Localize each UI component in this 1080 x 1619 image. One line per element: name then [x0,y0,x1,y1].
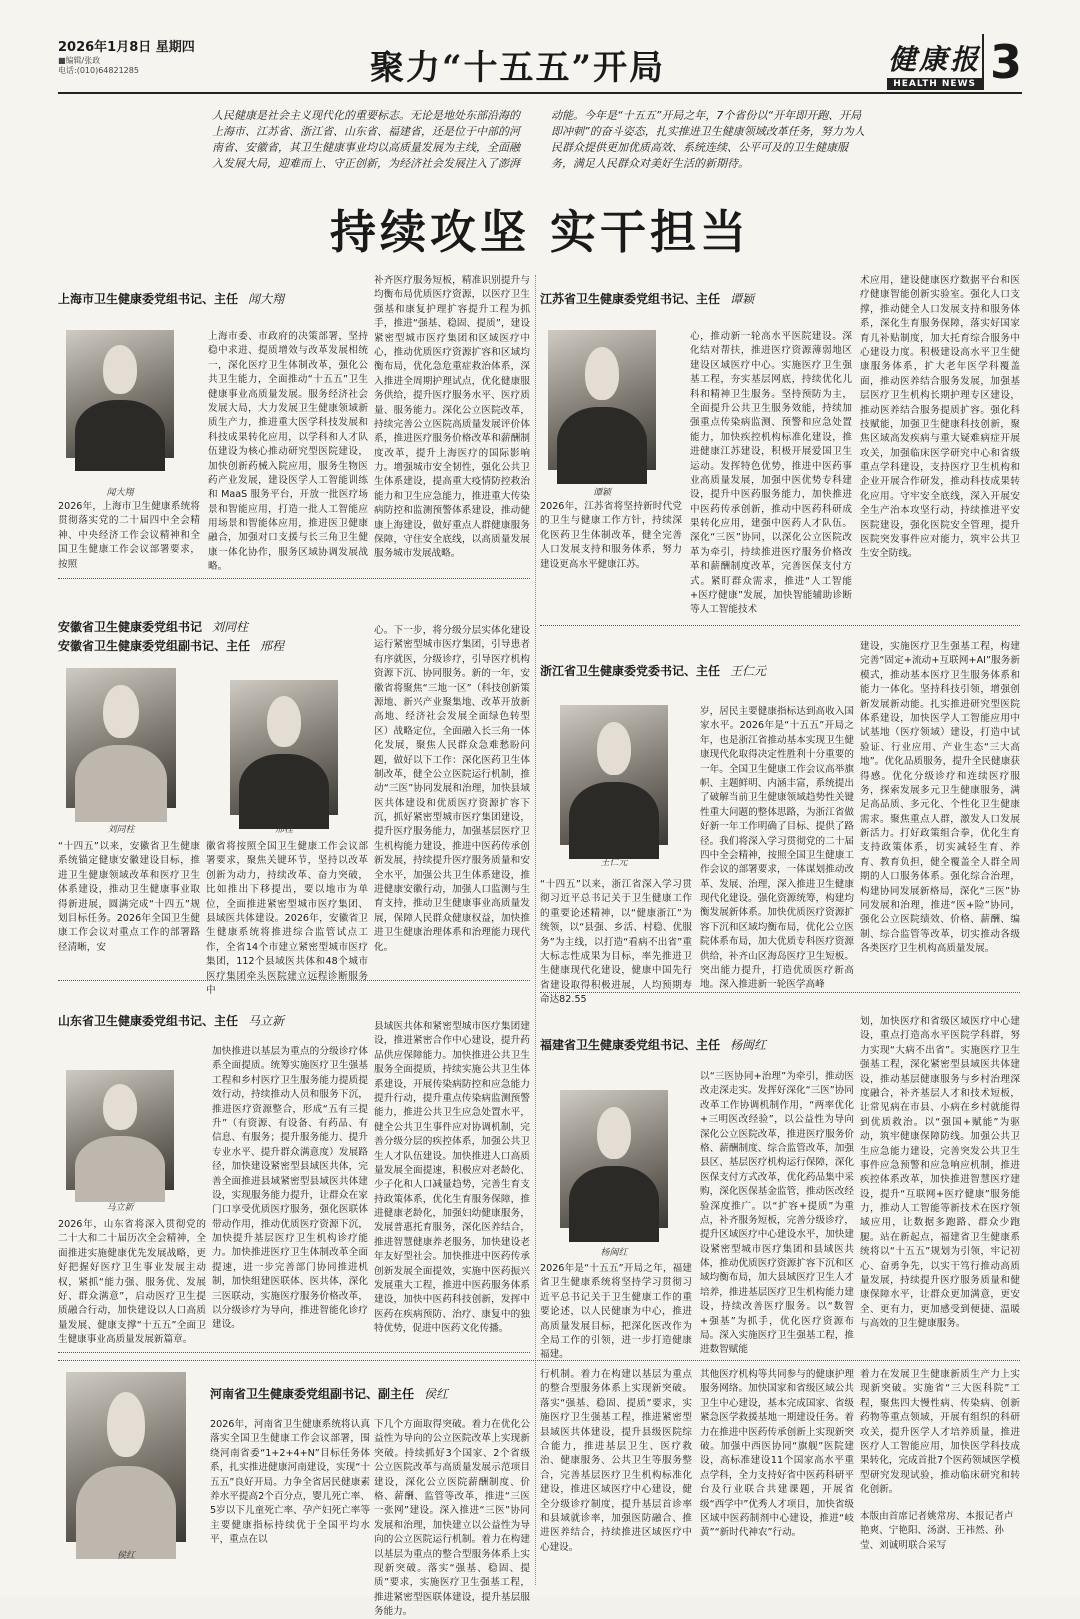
article-column: 下几个方面取得突破。着力在优化公益性为导向的公立医院改革上实现新突破。持续抓好3个国家、2个省级公立医院改革与高质量发展示范项目建设，深化公立医院薪酬制度、价格、薪酬、监管等改革，推进“三医一张网”建设。深入推进“三医”协同发展和治理，加快建立以公益性为导向的公立医院运行机制。着力在构建以基层为重点的整合型服务体系上实现新突破。落实“强基、稳固、提质”要求，实施医疗卫生强基工程，推进紧密型医联体建设，提升基层服务能力。 [374,1419,530,1618]
section-fujian [540,1036,860,1055]
column-divider [535,275,536,1585]
article-column: 心，推动新一轮高水平医院建设。深化结对帮扶，推进医疗资源薄弱地区建设区域医疗中心。实施医疗卫生强基工程，夯实基层网底，持续优化儿科和精神卫生服务。坚持预防为主，全面提升公共卫生服务效能，持续加强重点传染病监测、预警和应急处置能力，加快疾控机构标准化建设，推进健康江苏建设，积极开展爱国卫生运动。发挥特色优势，推进中医药事业高质量发展，加强中医优势专科建设，提升中医药服务能力，加快推进中医药传承创新，推动中医药科研成果转化应用，建强中医药人才队伍。深化“三医”协同，以深化公立医院改革为牵引，持续推进医疗服务价格改革和薪酬制度改革，完善医保支付方式。紧盯群众需求，推进“人工智能+医疗健康”发展，加快智能辅助诊断等人工智能技术 [690,331,852,616]
section-divider [58,1360,1020,1361]
portrait-photo [66,668,176,808]
logo-en: HEALTH NEWS [887,78,982,90]
section-title [58,1012,378,1031]
section-henan [210,1385,530,1404]
official-title: 山东省卫生健康委党组书记、主任 [58,1014,239,1028]
masthead [58,34,1022,94]
article-column: 划，加快医疗和省级区域医疗中心建设，重点打造高水平医院学科群，努力实现“大病不出省”。实施医疗卫生强基工程，深化紧密型县域医共体建设，推动基层健康服务与乡村治理深度融合，补齐基层人才和技术短板，让常见病在市县、小病在乡村就能得到优质救治。以“强国+赋能”为驱动，筑牢健康保障防线。加强公共卫生应急能力建设，完善突发公共卫生事件应急预警和应急响应机制，推进疾控体系改革，加快推进智慧医疗建设，提升“互联网+医疗健康”服务能力，推动人工智能等新技术在医疗领域应用，让数据多跑路、群众少跑腿。站在新起点，福建省卫生健康系统将以“十五五”规划为引领，牢记初心、奋勇争先，以实干笃行推动高质量发展，持续提升医疗服务质量和健康保障水平，让群众更加满意，更安全、更有力，更加感受到便捷、温暖与高效的卫生健康服务。 [860,1016,1020,1330]
portrait-photo [66,330,174,458]
photo-caption-name: 杨闽红 [600,1248,628,1258]
photo-caption-name: 谭颖 [592,488,611,498]
article-column: 心。下一步，将分级分层实体化建设运行紧密型城市医疗集团，引导患者有序就医，分级诊疗，引导医疗机构资源下沉、协同服务。新的一年，安徽省将聚焦“三地一区”（科技创新策源地、新兴产业聚集地、改革开放新高地、经济社会发展全面绿色转型区）战略定位，全面融入长三角一体化发展，聚焦人民群众急难愁盼问题，做好以下工作：深化医药卫生体制改革，健全公立医院运行机制，推动“三医”协同发展和治理，加快县域医共体建设和优质医疗资源扩容下沉，抓好紧密型城市医疗集团建设，提升医疗服务能力，加强基层医疗卫生机构能力建设，推进中医药传承创新发展，持续提升医疗服务质量和安全水平，加强公共卫生体系建设，推进健康安徽行动，加强人口监测与生育支持，推动卫生健康事业高质量发展，保障人民群众健康权益，加快推进卫生健康治理体系和治理能力现代化。 [374,625,530,953]
article-column: 补齐医疗服务短板，精准识别提升与均衡布局优质医疗资源，以医疗卫生强基和康复护理扩容提升工程为抓手，推进“强基、稳固、提质”，建设紧密型城市医疗集团和区域医疗中心，推动优质医疗资源扩容和区域均衡布局，优化急危重症救治体系，深入推进全周期护理试点，优化健康服务供给，提升医疗服务水平、医疗质量、服务能力。深化公立医院改革，持续完善公立医院高质量发展评价体系，推进医疗服务价格改革和薪酬制度改革，提升上海医疗的国际影响力。增强城市安全韧性，强化公共卫生体系建设，提高重大疫情防控救治能力和卫生应急能力，推进重大传染病防控和监测预警体系建设，推动健康上海建设，做好重点人群健康服务保障，守住安全底线，以高质量发展服务城市发展战略。 [374,275,530,560]
logo-cn: 健康报 [888,43,982,76]
issue-info [58,40,195,76]
photo-caption-name: 马立新 [106,1203,134,1213]
section-lead: 2026年，上海市卫生健康系统将贯彻落实党的二十届四中全会精神、中央经济工作会议精神和全国卫生健康工作会议部署要求，按照 [58,501,200,570]
portrait-photo [66,1070,174,1190]
portrait-photo [230,680,338,815]
official-title: 河南省卫生健康委党组副书记、副主任 [210,1387,415,1401]
intro-paragraph: 人民健康是社会主义现代化的重要标志。无论是地处东部沿海的上海市、江苏省、浙江省、山东省、福建省，还是位于中部的河南省、安徽省，其卫生健康事业均以高质量发展为主线，全面融入发展大局，迎难而上、守正创新，为经济社会发展注入了澎湃动能。今年是“十五五”开局之年，7个省份以“开年即开跑、开局即冲刺”的奋斗姿态，扎实推进卫生健康领域改革任务，努力为人民群众提供更加优质高效、系统连续、公平可及的卫生健康服务，满足人民群众对美好生活的新期待。 [212,109,865,170]
section-shandong [58,1012,378,1031]
article-column: 以“三医协同+治理”为牵引，推动医改走深走实。发挥好深化“三医”协同改革工作协调机制作用，“两率优化+三明医改经验”，以公益性为导向深化公立医院改革，推进医疗服务价格、薪酬制度、综合监管改革，加强县区、基层医疗机构运行保障，深化医保支付方式改革，优化药品集中采购，深化医保基金监管，推动医改经验深度推广。以“扩容+提质”为重点，补齐服务短板，完善分级诊疗，提升区域医疗中心建设水平，加快建设紧密型城市医疗集团和县域医共体，推动优质医疗资源扩容下沉和区域均衡布局，加大县域医疗卫生人才培养，推进基层医疗卫生机构能力建设，持续改善医疗服务。以“数智+强基”为抓手，优化医疗资源布局。深入实施医疗卫生强基工程，推进数智赋能 [700,1071,854,1356]
editor-line: ■编辑/张政 [58,56,101,66]
photo-caption-name: 刘同柱 [107,825,135,835]
section-lead: 2026年是“十五五”开局之年，福建省卫生健康系统将坚持学习贯彻习近平总书记关于卫生健康工作的重要论述，以人民健康为中心，推进高质量发展目标，把深化医改作为全局工作的引领，进一步打造健康福建。 [540,1263,692,1361]
section-title [210,1385,530,1404]
issue-date: 2026年1月8日 星期四 [58,40,195,55]
photo-caption-name: 闻大翔 [106,488,134,498]
article-column: 加快推进以基层为重点的分级诊疗体系全面提质。统筹实施医疗卫生强基工程和乡村医疗卫生服务能力提质提效行动，持续推动人员和服务下沉，推进医疗资源整合，形成“五有三提升”（有资源、有设备、有药品、有信息、有服务；提升服务能力、提升专业水平、提升群众满意度）发展路径，加快建设紧密型县域医共体，完善全面推进县域紧密型县域医共体建设，实现服务能力提升，让群众在家门口享受优质医疗服务，强化医联体带动作用，推动优质医疗资源下沉，加快提升基层医疗卫生机构诊疗能力。加快推进医疗卫生体制改革全面提速，进一步完善部门协同推进机制，加快组建医联体、医共体，深化三医联动，实施医疗服务价格改革，以分级诊疗为导向，推进智能化诊疗建设。 [212,1046,368,1331]
section-divider [540,625,1020,626]
photo-caption-name: 王仁元 [600,858,628,868]
section-divider [58,578,530,579]
official-title: 浙江省卫生健康委党委书记、主任 [540,664,721,678]
portrait-photo [560,1090,668,1228]
article-column: 建设，实施医疗卫生强基工程，构建完善“固定+流动+互联网+AI”服务新模式，推动基本医疗卫生服务体系和能力一体化。坚持科技引领，增强创新发展新动能。扎实推进研究型医院体系建设，加快医学人工智能应用中试基地（医疗领域）建设，打造中试验证、行业应用、产业生态“三大高地”。优化品质服务，提升全民健康获得感。优化分级诊疗和连续医疗服务，探索发展多元卫生健康服务，满足高品质、多元化、个性化卫生健康需求。聚焦重点人群，激发人口发展新活力。打好政策组合拳，优化生育支持政策体系，切实减轻生育、养育、教育负担，健全覆盖全人群全周期的人口服务体系。强化综合治理，构建协同发展新格局，深化“三医”协同发展和治理，推进“医+险”协同，强化公立医院绩效、价格、薪酬、编制、综合监管等改革，切实推动各级各类医疗卫生机构高质量发展。 [860,641,1020,955]
newspaper-logo [887,38,982,90]
section-anhui [58,618,378,656]
photo-caption-name: 侯红 [116,1551,135,1561]
page-number: 3 [982,34,1022,90]
portrait-photo [560,705,668,845]
section-title [58,618,378,637]
section-lead: “十四五”以来，浙江省深入学习贯彻习近平总书记关于卫生健康工作的重要论述精神，以“健康浙江”为统领，以“县强、乡活、村稳、优服务”为主线，以打造“看病不出省”重大标志性成果为目标，率先推进卫生健康现代化建设，健康中国先行省建设取得积极进展，人均预期寿命达82.55 [540,879,692,1006]
page-title: 聚力“十五五”开局 [370,48,666,88]
page-credit: 本版由首席记者姚常房、本报记者卢艳爽、宁艳阳、汤澍、王祎然、孙莹、刘诚明联合采写 [860,1511,1014,1551]
article-column: 着力在发展卫生健康新质生产力上实现新突破。实施省“三大医科院”工程，聚焦四大慢性病、传染病、创新药物等重点领域，开展有组织的科研攻关，提升医学人才培养质量，推进医疗人工智能应用，加快医学科技成果转化，完成首批7个医药领域医学模型研究发现试验，推动临床研究和转化创新。 [860,1369,1020,1496]
section-lead: “十四五”以来，安徽省卫生健康系统锚定健康安徽建设目标，推进卫生健康领域改革和医疗卫生体系建设，推动卫生健康事业取得新进展，圆满完成“十四五”规划目标任务。2026年全国卫生健康工作会议对重点工作的部署路径清晰，安 [58,841,200,953]
article-column: 徽省将按照全国卫生健康工作会议部署要求，聚焦关键环节，坚持以改革创新为动力，持续改革、奋力突破，比如推出下移提出，要以地市为单位，全面推进紧密型城市医疗集团、县域医共体建设。2026年，安徽省卫生健康系统将推进综合监管试点工作，全省14个市建立紧密型城市医疗集团，112个县域医共体和48个城市医疗集团牵头医院建立远程诊断服务中 [206,841,368,996]
article-column: 县域医共体和紧密型城市医疗集团建设，推进紧密合作中心建设，提升药品供应保障能力。加快推进公共卫生服务全面提质，持续实施公共卫生体系建设，开展传染病防控和应急能力提升行动，提升重点传染病监测预警能力，推进公共卫生应急处置水平，健全公共卫生事件应对协调机制，完善分级分层的疾控体系，加强公共卫生人才队伍建设。加快推进人口高质量发展全面提速，积极应对老龄化、少子化和人口减量趋势，完善生育支持政策体系，优化生育服务保障，推进健康老龄化，加强妇幼健康服务，发展普惠托育服务，深化医养结合，推进智慧健康养老服务，加快建设老年友好型社会。加快推进中医药传承创新发展全面提效，实施中医药振兴发展重大工程，推进中医药服务体系建设，加快中医药科技创新，发挥中医药在疾病预防、治疗、康复中的独特优势，促进中医药文化传播。 [374,1021,530,1335]
official-title: 安徽省卫生健康委党组副书记、主任 [58,639,251,654]
section-lead: 2026年，江苏省将坚持新时代党的卫生与健康工作方针，持续深化医药卫生体制改革，健全完善人口发展支持和服务体系，努力建设更高水平健康江苏。 [540,501,682,570]
article-column: 2026年，河南省卫生健康系统将认真落实全国卫生健康工作会议部署，围绕河南省委“1+2+4+N”目标任务体系，扎实推进健康河南建设，实现“十五五”良好开局。力争全省居民健康素养水平提高2个百分点，婴儿死亡率、5岁以下儿童死亡率、孕产妇死亡率等主要健康指标持续优于全国平均水平，重点在以 [210,1419,370,1546]
section-divider [58,1352,530,1353]
portrait-photo [548,330,656,470]
photo-caption-name: 邢程 [274,825,293,835]
section-lead: 2026年，山东省将深入贯彻党的二十大和二十届历次全会精神，全面推进实施健康优先发展战略，更好把握好医疗卫生事业发展主动权，紧抓“能力强、服务优、发展好、群众满意”，启动医疗卫生提质融合行动，加快建设以人口高质量发展、健康支撑“十五五”全面卫生健康事业高质量发展新篇章。 [58,1219,206,1346]
section-divider [540,992,1020,993]
main-headline: 持续攻坚 实干担当 [329,205,750,259]
article-column: 术应用，建设健康医疗数据平台和医疗健康智能创新实验室。强化人口支撑，推动健全人口发展支持和服务体系，深化生育服务保障，落实好国家育儿补贴制度，加大托育综合服务中心建设力度。积极建设高水平卫生健康服务体系，扩大老年医学科覆盖面，推动医养结合服务发展，加强基层医疗卫生机构长期护理专区建设，推动医养结合服务提质扩容。强化科技赋能，加强卫生健康科技创新，聚焦区域高发疾病与重大疑难病症开展攻关，加强临床医学研究中心和省级重点学科建设，支持医疗卫生机构和企业开展合作研发，推动科技成果转化应用。守牢安全底线，深入开展安全生产治本攻坚行动，持续推进平安医院建设，强化医院安全管理，提升医院突发事件应对能力，筑牢公共卫生安全防线。 [860,275,1020,560]
portrait-photo [66,1372,186,1542]
official-name: 邢程 [260,639,285,654]
section-divider [58,980,530,981]
official-name: 谭颖 [730,292,755,306]
official-title: 江苏省卫生健康委党组书记、主任 [540,292,721,306]
official-name: 王仁元 [730,664,767,678]
official-name: 刘同柱 [212,620,249,634]
section-title [58,637,378,656]
official-name: 杨闽红 [730,1038,767,1052]
official-title: 安徽省卫生健康委党组书记 [58,620,203,634]
official-name: 马立新 [248,1014,285,1028]
official-name: 闻大翔 [248,292,285,306]
official-title: 上海市卫生健康委党组书记、主任 [58,292,239,306]
article-column: 行机制。着力在构建以基层为重点的整合型服务体系上实现新突破。落实“强基、稳固、提质”要求，实施医疗卫生强基工程，推进紧密型县域医共体建设，提升县级医院综合能力，推进基层卫生、医疗救治、健康服务、公共卫生等服务整合，完善基层医疗卫生机构标准化建设，推进区域医疗中心建设，健全分级诊疗制度，提升基层首诊率和县域就诊率，加强医防融合、推进医养结合，持续推进区域医疗中心建设。 [540,1369,692,1553]
phone-line: 电话:(010)64821285 [58,66,139,76]
official-name: 侯红 [424,1387,449,1401]
article-column: 上海市委、市政府的决策部署，坚持稳中求进、提质增效与改革发展相统一，深化医疗卫生体制改革，强化公共卫生能力，全面推动“十五五”卫生健康事业高质量发展。服务经济社会发展大局，大力发展卫生健康领域新质生产力，推进重大医学科技发展和科技成果转化应用，以学科和人才队伍建设为核心推动研究型医院建设，加快创新药械入院应用，服务生物医药产业发展，建设医学人工智能训练和 MaaS 服务平台，开放一批医疗场景和智能应用，打造一批人工智能应用场景和智能体应用，推进医卫健康融合，加强对口支援与长三角卫生健康一体化协作，服务区域协调发展战略。 [208,331,368,573]
article-column: 岁，居民主要健康指标达到高收入国家水平。2026年是“十五五”开局之年，也是浙江省推动基本实现卫生健康现代化取得决定性胜利十分重要的一年。全国卫生健康工作会议高举旗帜、主题鲜明、内涵丰富，系统提出了破解当前卫生健康领域趋势性关键性重大问题的整体思路，为浙江省做好新一年工作明确了目标、提供了路径。我们将深入学习贯彻党的二十届四中全会精神，按照全国卫生健康工作会议的部署要求，一体谋划推动改革、发展、治理，深入推进卫生健康现代化建设。强化资源统筹，构建均衡发展新体系。加快优质医疗资源扩容下沉和区域均衡布局，优化公立医院体系布局，加大优质专科医疗资源供给，补齐山区海岛医疗卫生短板。突出能力提升，打造优质医疗新高地。深入推进新一轮医学高峰 [700,706,854,991]
section-title [540,1036,860,1055]
article-column: 其他医疗机构等共同参与的健康护理服务网络。加快国家和省级区域公共卫生中心建设，基本完成国家、省级紧急医学救援基地一期建设任务。着力在推进中医药传承创新上实现新突破。加强中西医协同“旗舰”医院建设，高标准建设11个国家高水平重点学科，全力支持好省中医药科研平台及行业联合共建课题，开展省级“西学中”优秀人才项目，加快省级区域中医药制剂中心建设，推进“岐黄”“新时代神农”行动。 [700,1369,854,1539]
official-title: 福建省卫生健康委党组书记、主任 [540,1038,721,1052]
